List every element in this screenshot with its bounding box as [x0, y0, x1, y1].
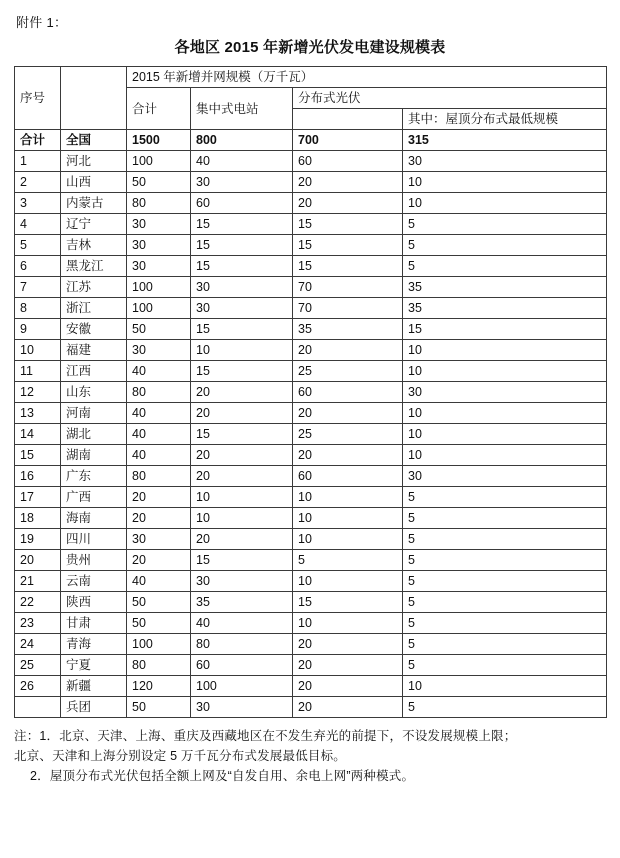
cell-central: 40 [191, 613, 293, 634]
cell-region: 海南 [61, 508, 127, 529]
table-row [15, 424, 607, 445]
cell-region: 浙江 [61, 298, 127, 319]
cell-region: 广东 [61, 466, 127, 487]
cell-total: 50 [127, 319, 191, 340]
cell-index: 2 [15, 172, 61, 193]
cell-index: 26 [15, 676, 61, 697]
cell-distributed: 15 [293, 235, 403, 256]
table-row [15, 613, 607, 634]
cell-total: 50 [127, 697, 191, 718]
cell-index: 12 [15, 382, 61, 403]
table-row [15, 508, 607, 529]
cell-total: 80 [127, 193, 191, 214]
table-row [15, 172, 607, 193]
cell-total: 40 [127, 571, 191, 592]
table-row [15, 403, 607, 424]
cell-roof-minimum: 5 [403, 550, 607, 571]
cell-total: 50 [127, 613, 191, 634]
cell-total: 40 [127, 403, 191, 424]
column-header-seq: 序号 [15, 67, 61, 130]
cell-total: 50 [127, 172, 191, 193]
cell-roof-minimum: 5 [403, 655, 607, 676]
cell-distributed: 20 [293, 340, 403, 361]
cell-total: 1500 [127, 130, 191, 151]
cell-index [15, 697, 61, 718]
cell-central: 10 [191, 508, 293, 529]
cell-region: 陕西 [61, 592, 127, 613]
column-header-roof-minimum: 其中：屋顶分布式最低规模 [403, 109, 607, 130]
cell-central: 35 [191, 592, 293, 613]
table-row [15, 487, 607, 508]
cell-central: 30 [191, 172, 293, 193]
cell-region: 江西 [61, 361, 127, 382]
cell-roof-minimum: 30 [403, 382, 607, 403]
cell-central: 10 [191, 340, 293, 361]
cell-index: 25 [15, 655, 61, 676]
cell-central: 15 [191, 256, 293, 277]
cell-central: 20 [191, 382, 293, 403]
cell-region: 吉林 [61, 235, 127, 256]
cell-distributed: 60 [293, 382, 403, 403]
cell-distributed: 20 [293, 172, 403, 193]
cell-region: 新疆 [61, 676, 127, 697]
cell-total: 40 [127, 361, 191, 382]
table-header-row-1 [15, 67, 607, 88]
cell-region: 内蒙古 [61, 193, 127, 214]
cell-region: 云南 [61, 571, 127, 592]
cell-distributed: 10 [293, 529, 403, 550]
cell-index: 11 [15, 361, 61, 382]
cell-central: 30 [191, 571, 293, 592]
column-header-distributed: 分布式光伏 [293, 88, 607, 109]
cell-central: 15 [191, 235, 293, 256]
column-header-central: 集中式电站 [191, 88, 293, 130]
cell-roof-minimum: 10 [403, 424, 607, 445]
cell-region: 山东 [61, 382, 127, 403]
cell-total: 80 [127, 382, 191, 403]
cell-region: 四川 [61, 529, 127, 550]
table-row [15, 655, 607, 676]
cell-total: 100 [127, 151, 191, 172]
cell-index: 7 [15, 277, 61, 298]
cell-region: 全国 [61, 130, 127, 151]
cell-central: 10 [191, 487, 293, 508]
column-header-distributed-spacer [293, 109, 403, 130]
cell-region: 湖南 [61, 445, 127, 466]
table-row [15, 361, 607, 382]
cell-index: 合计 [15, 130, 61, 151]
cell-distributed: 10 [293, 613, 403, 634]
table-row [15, 214, 607, 235]
cell-distributed: 15 [293, 256, 403, 277]
cell-roof-minimum: 5 [403, 634, 607, 655]
cell-index: 21 [15, 571, 61, 592]
cell-distributed: 25 [293, 424, 403, 445]
cell-index: 20 [15, 550, 61, 571]
cell-region: 江苏 [61, 277, 127, 298]
table-row [15, 277, 607, 298]
column-header-region-blank [61, 67, 127, 130]
table-row [15, 634, 607, 655]
cell-total: 100 [127, 277, 191, 298]
cell-total: 30 [127, 529, 191, 550]
cell-distributed: 5 [293, 550, 403, 571]
cell-roof-minimum: 35 [403, 298, 607, 319]
cell-central: 800 [191, 130, 293, 151]
table-row [15, 151, 607, 172]
table-header [15, 67, 607, 130]
cell-roof-minimum: 5 [403, 214, 607, 235]
cell-index: 8 [15, 298, 61, 319]
cell-total: 20 [127, 550, 191, 571]
cell-index: 3 [15, 193, 61, 214]
cell-index: 17 [15, 487, 61, 508]
cell-roof-minimum: 15 [403, 319, 607, 340]
cell-central: 40 [191, 151, 293, 172]
cell-total: 30 [127, 340, 191, 361]
cell-central: 30 [191, 277, 293, 298]
cell-index: 19 [15, 529, 61, 550]
table-row [15, 382, 607, 403]
cell-region: 黑龙江 [61, 256, 127, 277]
cell-roof-minimum: 30 [403, 151, 607, 172]
note-line-3: 2．屋顶分布式光伏包括全额上网及“自发自用、余电上网”两种模式。 [30, 769, 415, 783]
cell-central: 15 [191, 361, 293, 382]
cell-distributed: 35 [293, 319, 403, 340]
cell-region: 河北 [61, 151, 127, 172]
table-row [15, 571, 607, 592]
cell-index: 13 [15, 403, 61, 424]
cell-region: 广西 [61, 487, 127, 508]
cell-total: 120 [127, 676, 191, 697]
cell-index: 14 [15, 424, 61, 445]
cell-total: 40 [127, 445, 191, 466]
cell-index: 22 [15, 592, 61, 613]
page-title: 各地区 2015 年新增光伏发电建设规模表 [174, 39, 446, 56]
cell-index: 4 [15, 214, 61, 235]
note-line-1: 注：1．北京、天津、上海、重庆及西藏地区在不发生弃光的前提下，不设发展规模上限； [14, 729, 517, 743]
column-header-group: 2015 年新增并网规模（万千瓦） [127, 67, 607, 88]
table-row [15, 550, 607, 571]
cell-roof-minimum: 10 [403, 172, 607, 193]
table-notes [14, 726, 606, 786]
cell-total: 30 [127, 214, 191, 235]
cell-distributed: 60 [293, 151, 403, 172]
cell-central: 20 [191, 529, 293, 550]
cell-central: 20 [191, 445, 293, 466]
cell-distributed: 15 [293, 214, 403, 235]
cell-region: 兵团 [61, 697, 127, 718]
table-row [15, 298, 607, 319]
cell-index: 16 [15, 466, 61, 487]
cell-total: 100 [127, 298, 191, 319]
cell-distributed: 20 [293, 676, 403, 697]
cell-central: 20 [191, 403, 293, 424]
cell-distributed: 60 [293, 466, 403, 487]
cell-region: 甘肃 [61, 613, 127, 634]
cell-total: 20 [127, 487, 191, 508]
cell-distributed: 10 [293, 508, 403, 529]
table-row [15, 235, 607, 256]
cell-distributed: 20 [293, 697, 403, 718]
table-body [15, 130, 607, 718]
cell-index: 1 [15, 151, 61, 172]
cell-distributed: 20 [293, 445, 403, 466]
cell-index: 5 [15, 235, 61, 256]
cell-roof-minimum: 35 [403, 277, 607, 298]
table-row [15, 466, 607, 487]
cell-region: 山西 [61, 172, 127, 193]
cell-central: 15 [191, 550, 293, 571]
cell-distributed: 20 [293, 634, 403, 655]
cell-region: 湖北 [61, 424, 127, 445]
pv-capacity-table [14, 66, 607, 718]
table-row [15, 130, 607, 151]
cell-index: 9 [15, 319, 61, 340]
cell-distributed: 20 [293, 403, 403, 424]
cell-total: 50 [127, 592, 191, 613]
cell-roof-minimum: 10 [403, 361, 607, 382]
cell-roof-minimum: 10 [403, 403, 607, 424]
cell-total: 40 [127, 424, 191, 445]
cell-total: 80 [127, 655, 191, 676]
cell-roof-minimum: 5 [403, 697, 607, 718]
cell-roof-minimum: 30 [403, 466, 607, 487]
cell-roof-minimum: 5 [403, 235, 607, 256]
cell-total: 30 [127, 256, 191, 277]
table-row [15, 193, 607, 214]
cell-roof-minimum: 10 [403, 445, 607, 466]
cell-roof-minimum: 5 [403, 487, 607, 508]
cell-distributed: 15 [293, 592, 403, 613]
table-row [15, 676, 607, 697]
cell-roof-minimum: 315 [403, 130, 607, 151]
column-header-total: 合计 [127, 88, 191, 130]
cell-central: 80 [191, 634, 293, 655]
cell-index: 15 [15, 445, 61, 466]
cell-distributed: 70 [293, 298, 403, 319]
cell-distributed: 10 [293, 487, 403, 508]
cell-roof-minimum: 10 [403, 193, 607, 214]
cell-region: 河南 [61, 403, 127, 424]
cell-distributed: 70 [293, 277, 403, 298]
cell-region: 宁夏 [61, 655, 127, 676]
cell-roof-minimum: 5 [403, 613, 607, 634]
attachment-label: 附件 1： [16, 15, 68, 30]
cell-central: 15 [191, 319, 293, 340]
cell-distributed: 700 [293, 130, 403, 151]
cell-roof-minimum: 5 [403, 256, 607, 277]
cell-region: 安徽 [61, 319, 127, 340]
cell-index: 24 [15, 634, 61, 655]
cell-central: 30 [191, 697, 293, 718]
table-row [15, 445, 607, 466]
cell-roof-minimum: 5 [403, 592, 607, 613]
table-row [15, 697, 607, 718]
cell-central: 60 [191, 193, 293, 214]
cell-roof-minimum: 10 [403, 676, 607, 697]
cell-distributed: 25 [293, 361, 403, 382]
cell-central: 30 [191, 298, 293, 319]
cell-central: 60 [191, 655, 293, 676]
table-row [15, 592, 607, 613]
cell-index: 18 [15, 508, 61, 529]
cell-index: 10 [15, 340, 61, 361]
cell-distributed: 10 [293, 571, 403, 592]
cell-central: 15 [191, 214, 293, 235]
cell-central: 15 [191, 424, 293, 445]
table-row [15, 256, 607, 277]
cell-total: 20 [127, 508, 191, 529]
cell-total: 30 [127, 235, 191, 256]
cell-roof-minimum: 5 [403, 508, 607, 529]
cell-total: 100 [127, 634, 191, 655]
cell-index: 23 [15, 613, 61, 634]
cell-region: 青海 [61, 634, 127, 655]
table-row [15, 529, 607, 550]
cell-central: 100 [191, 676, 293, 697]
cell-roof-minimum: 5 [403, 571, 607, 592]
cell-roof-minimum: 5 [403, 529, 607, 550]
cell-region: 贵州 [61, 550, 127, 571]
table-row [15, 319, 607, 340]
note-line-2: 北京、天津和上海分别设定 5 万千瓦分布式发展最低目标。 [14, 749, 346, 763]
cell-distributed: 20 [293, 655, 403, 676]
cell-distributed: 20 [293, 193, 403, 214]
cell-region: 辽宁 [61, 214, 127, 235]
cell-total: 80 [127, 466, 191, 487]
table-row [15, 340, 607, 361]
cell-roof-minimum: 10 [403, 340, 607, 361]
cell-region: 福建 [61, 340, 127, 361]
cell-central: 20 [191, 466, 293, 487]
cell-index: 6 [15, 256, 61, 277]
